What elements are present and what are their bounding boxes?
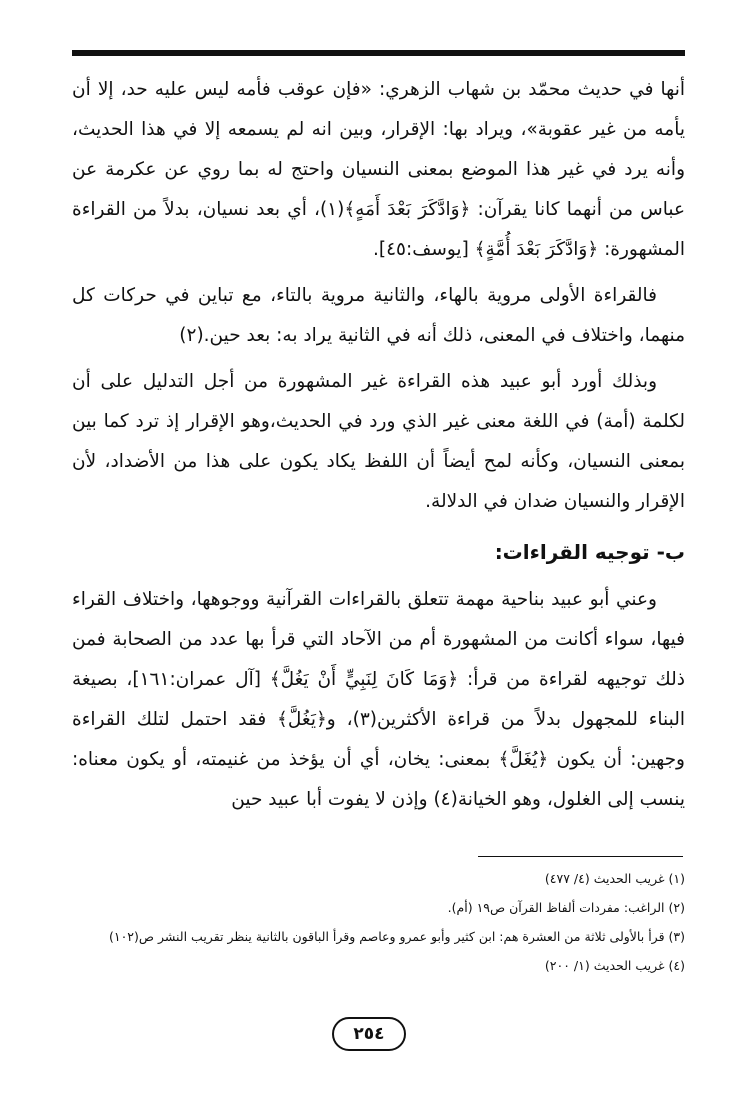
footnote-3: (٣) قرأ بالأولى ثلاثة من العشرة هم: ابن كثير وأبو عمرو وعاصم وقرأ الباقون بالثانية ينظر تقريب النشر ص(١٠٢)	[108, 929, 685, 944]
footnote-2: (٢) الراغب: مفردات ألفاظ القرآن ص١٩ (أم).	[447, 900, 685, 915]
paragraph-3: وبذلك أورد أبو عبيد هذه القراءة غير المشهورة من أجل التدليل على أن لكلمة (أمة) في اللغة معنى غير الذي ورد في الحديث،وهو الإقرار إذ ترد كما بين بمعنى النسيان، وكأنه لمح أيضاً أن اللفظ يكاد يكون على هذا من الأضداد، لأن الإقرار والنسيان ضدان في الدلالة.	[72, 371, 685, 512]
footnote-4: (٤) غريب الحديث (١/ ٢٠٠)	[544, 958, 685, 973]
section-title: ب- توجيه القراءات:	[494, 540, 685, 564]
page-body	[72, 70, 685, 826]
top-rule	[72, 50, 685, 56]
paragraph-4: وعني أبو عبيد بناحية مهمة تتعلق بالقراءات القرآنية ووجوهها، واختلاف القراء فيها، سواء أكانت من المشهورة أم من الآحاد التي قرأ بها عدد من الصحابة فمن ذلك توجيهه لقراءة من قرأ: ﴿وَمَا كَانَ لِنَبِيٍّ أَنْ يَغُلَّ﴾ [آل عمران:١٦١]، بصيغة البناء للمجهول بدلاً من قراءة الأكثرين(٣)، و﴿يَغُلَّ﴾ فقد احتمل لتلك القراءة وجهين: أن يكون ﴿يُغَلَّ﴾ بمعنى: يخان، أي أن يؤخذ من غنيمته، أو يكون معناه: ينسب إلى الغلول، وهو الخيانة(٤) وإذن لا يفوت أبا عبيد حين	[72, 589, 686, 810]
footnote-rule	[478, 856, 683, 857]
footnotes	[72, 864, 685, 980]
page-number: ٢٥٤	[332, 1017, 406, 1051]
paragraph-2: فالقراءة الأولى مروية بالهاء، والثانية مروية بالتاء، مع تباين في حركات كل منهما، واختلاف في المعنى، ذلك أنه في الثانية يراد به: بعد حين.(٢)	[72, 285, 685, 346]
footnote-1: (١) غريب الحديث (٤/ ٤٧٧)	[544, 871, 685, 886]
paragraph-1: أنها في حديث محمّد بن شهاب الزهري: «فإن عوقب فأمه ليس عليه حد، إلا أن يأمه من غير عقوبة»، ويراد بها: الإقرار، وبين انه لم يسمعه إلا في هذا الحديث، وأنه يرد في غير هذا الموضع بمعنى النسيان واحتج له بما روي عن عكرمة عن عباس من أنهما كانا يقرآن: ﴿وَادَّكَرَ بَعْدَ أَمَهٍ﴾(١)، أي بعد نسيان، بدلاً من القراءة المشهورة: ﴿وَادَّكَرَ بَعْدَ أُمَّةٍ﴾ [يوسف:٤٥].	[72, 79, 685, 260]
